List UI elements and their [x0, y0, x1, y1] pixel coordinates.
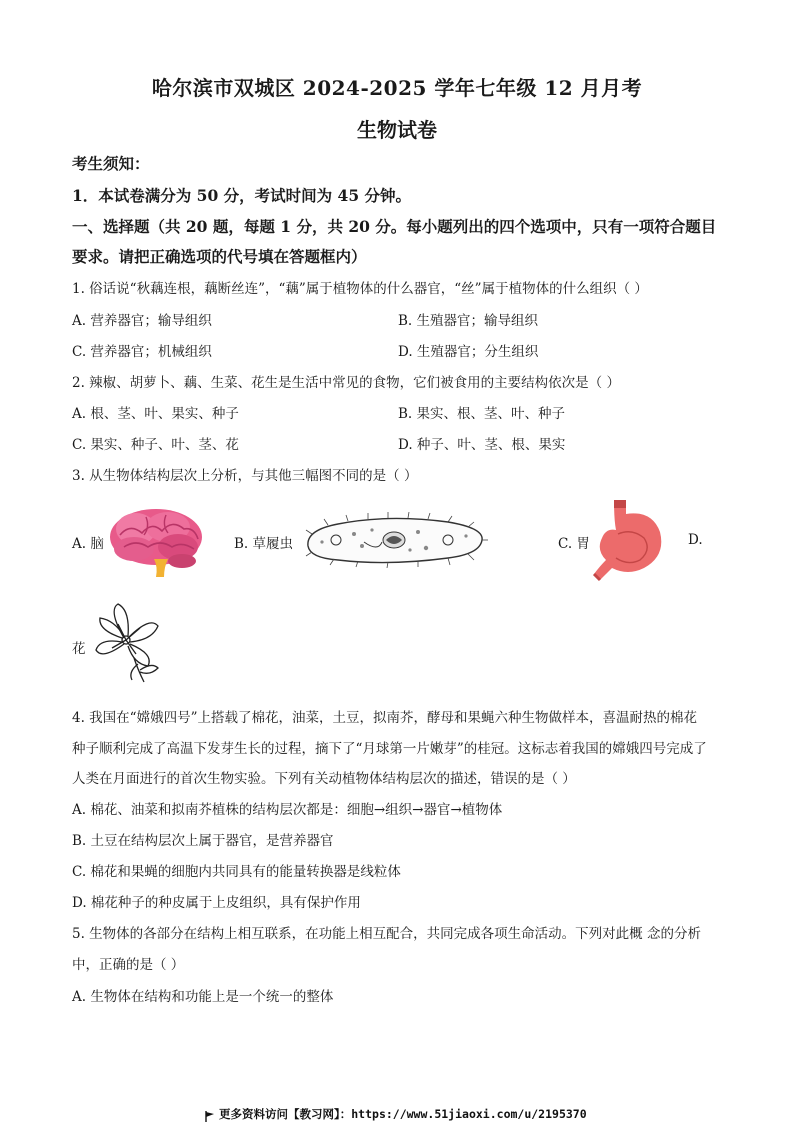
question-4-option-b[interactable]: B. 土豆在结构层次上属于器官，是营养器官 — [72, 833, 334, 849]
question-3-option-b[interactable]: B. 草履虫 — [234, 536, 294, 552]
question-3-option-c[interactable]: C. 胃 — [558, 536, 590, 552]
footer-flag-icon — [205, 1107, 215, 1126]
exam-subtitle: 生物试卷 — [357, 118, 437, 142]
question-3-option-d[interactable]: D. — [688, 532, 703, 548]
question-4-option-a[interactable]: A. 棉花、油菜和拟南芥植株的结构层次都是：细胞→组织→器官→植物体 — [72, 802, 503, 818]
question-3-stem: 3. 从生物体结构层次上分析，与其他三幅图不同的是（ ） — [72, 468, 418, 484]
question-5-stem-line1: 5. 生物体的各部分在结构上相互联系，在功能上相互配合，共同完成各项生命活动。下列对此概 念的分析 — [72, 926, 701, 942]
question-4-option-c[interactable]: C. 棉花和果蝇的细胞内共同具有的能量转换器是线粒体 — [72, 864, 401, 880]
question-4-stem-line1: 4. 我国在“嫦娥四号”上搭载了棉花，油菜，土豆，拟南芥，酵母和果蝇六种生物做样本，喜温耐热的棉花 — [72, 710, 697, 726]
stomach-image — [592, 498, 668, 584]
question-2-option-b[interactable]: B. 果实、根、茎、叶、种子 — [398, 406, 566, 422]
question-1-option-c[interactable]: C. 营养器官；机械组织 — [72, 344, 212, 360]
section-heading-line2: 要求。请把正确选项的代号填在答题框内） — [72, 247, 367, 266]
question-4-option-d[interactable]: D. 棉花种子的种皮属于上皮组织，具有保护作用 — [72, 895, 361, 911]
question-1-option-a[interactable]: A. 营养器官；输导组织 — [72, 313, 212, 329]
paramecium-image — [298, 512, 490, 568]
section-heading-line1: 一、选择题（共 20 题，每题 1 分，共 20 分。每小题列出的四个选项中，只有一项符合题目 — [72, 217, 717, 236]
question-5-stem-line2: 中，正确的是（ ） — [72, 957, 185, 973]
question-1-option-d[interactable]: D. 生殖器官；分生组织 — [398, 344, 539, 360]
question-2-option-c[interactable]: C. 果实、种子、叶、茎、花 — [72, 437, 239, 453]
notice-heading: 考生须知： — [72, 154, 150, 173]
flower-image — [88, 600, 164, 684]
question-5-option-a[interactable]: A. 生物体在结构和功能上是一个统一的整体 — [72, 989, 334, 1005]
question-1-option-b[interactable]: B. 生殖器官；输导组织 — [398, 313, 539, 329]
question-1-stem: 1. 俗话说“秋藕连根，藕断丝连”，“藕”属于植物体的什么器官，“丝”属于植物体的什么组织（ ） — [72, 281, 648, 297]
question-3-option-a[interactable]: A. 脑 — [72, 536, 104, 552]
exam-title: 哈尔滨市双城区 2024-2025 学年七年级 12 月月考 — [151, 76, 643, 100]
question-4-stem-line2: 种子顺利完成了高温下发芽生长的过程，摘下了“月球第一片嫩芽”的桂冠。这标志着我国的嫦娥四号完成了 — [72, 741, 707, 757]
question-2-option-d[interactable]: D. 种子、叶、茎、根、果实 — [398, 437, 566, 453]
footer-link[interactable]: 更多资料访问【教习网】：https://www.51jiaoxi.com/u/2195370 — [219, 1107, 587, 1121]
question-3-option-d-label: 花 — [72, 641, 86, 657]
notice-item-1: 1．本试卷满分为 50 分，考试时间为 45 分钟。 — [72, 186, 412, 205]
brain-image — [106, 505, 210, 580]
question-2-option-a[interactable]: A. 根、茎、叶、果实、种子 — [72, 406, 239, 422]
question-4-stem-line3: 人类在月面进行的首次生物实验。下列有关动植物体结构层次的描述，错误的是（ ） — [72, 771, 576, 787]
question-2-stem: 2. 辣椒、胡萝卜、藕、生菜、花生是生活中常见的食物，它们被食用的主要结构依次是（ ） — [72, 375, 620, 391]
